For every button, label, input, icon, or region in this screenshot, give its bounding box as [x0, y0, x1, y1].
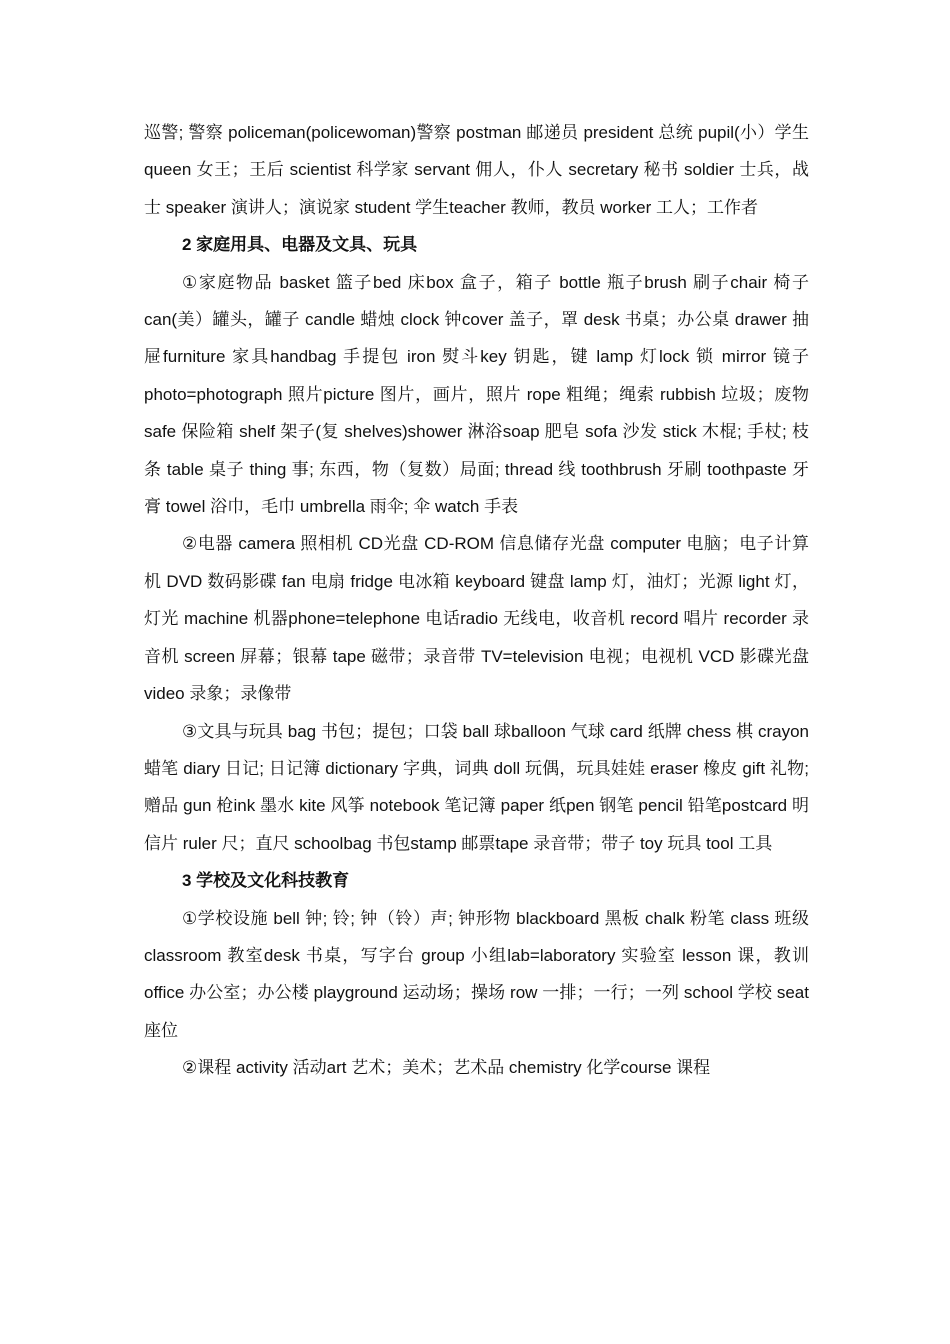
section-heading-household: 2 家庭用具、电器及文具、玩具	[182, 235, 418, 255]
paragraph-occupations-continued: 巡警; 警察 policeman(policewoman)警察 postman 邮递员 president 总统 pupil(小）学生 queen 女王；王后 scientist 科学家 servant 佣人，仆人 secretary 秘书 soldier 士兵，战士 speaker 演讲人；演说家 student 学生teacher 教师，教员 worker 工人；工作者	[144, 123, 809, 217]
paragraph-appliances: ②电器 camera 照相机 CD光盘 CD-ROM 信息储存光盘 computer 电脑；电子计算机 DVD 数码影碟 fan 电扇 fridge 电冰箱 keyboard 键盘 lamp 灯，油灯；光源 light 灯，灯光 machine 机器phone=telephone 电话radio 无线电，收音机 record 唱片 recorder 录音机 screen 屏幕；银幕 tape 磁带；录音带 TV=television 电视；电视机 VCD 影碟光盘 video 录象；录像带	[144, 534, 809, 704]
paragraph-courses: ②课程 activity 活动art 艺术；美术；艺术品 chemistry 化学course 课程	[182, 1058, 711, 1078]
section-heading-school: 3 学校及文化科技教育	[182, 871, 350, 891]
paragraph-school-facilities: ①学校设施 bell 钟; 铃; 钟（铃）声; 钟形物 blackboard 黑板 chalk 粉笔 class 班级 classroom 教室desk 书桌，写字台 group 小组lab=laboratory 实验室 lesson 课，教训 office 办公室；办公楼 playground 运动场；操场 row 一排；一行；一列 school 学校 seat 座位	[144, 908, 809, 1040]
document-body	[144, 114, 809, 1087]
paragraph-household-items: ①家庭物品 basket 篮子bed 床box 盒子，箱子 bottle 瓶子brush 刷子chair 椅子 can(美）罐头，罐子 candle 蜡烛 clock 钟cover 盖子，罩 desk 书桌；办公桌 drawer 抽屉furniture 家具handbag 手提包 iron 熨斗key 钥匙，键 lamp 灯lock 锁 mirror 镜子photo=photograph 照片picture 图片，画片，照片 rope 粗绳；绳索 rubbish 垃圾；废物 safe 保险箱 shelf 架子(复 shelves)shower 淋浴soap 肥皂 sofa 沙发 stick 木棍; 手杖; 枝条 table 桌子 thing 事; 东西，物（复数）局面; thread 线 toothbrush 牙刷 toothpaste 牙膏 towel 浴巾，毛巾 umbrella 雨伞; 伞 watch 手表	[144, 272, 809, 517]
paragraph-stationery-toys: ③文具与玩具 bag 书包；提包；口袋 ball 球balloon 气球 card 纸牌 chess 棋 crayon 蜡笔 diary 日记; 日记簿 dictionary 字典，词典 doll 玩偶，玩具娃娃 eraser 橡皮 gift 礼物; 赠品 gun 枪ink 墨水 kite 风筝 notebook 笔记簿 paper 纸pen 钢笔 pencil 铅笔postcard 明信片 ruler 尺；直尺 schoolbag 书包stamp 邮票tape 录音带；带子 toy 玩具 tool 工具	[144, 721, 809, 853]
